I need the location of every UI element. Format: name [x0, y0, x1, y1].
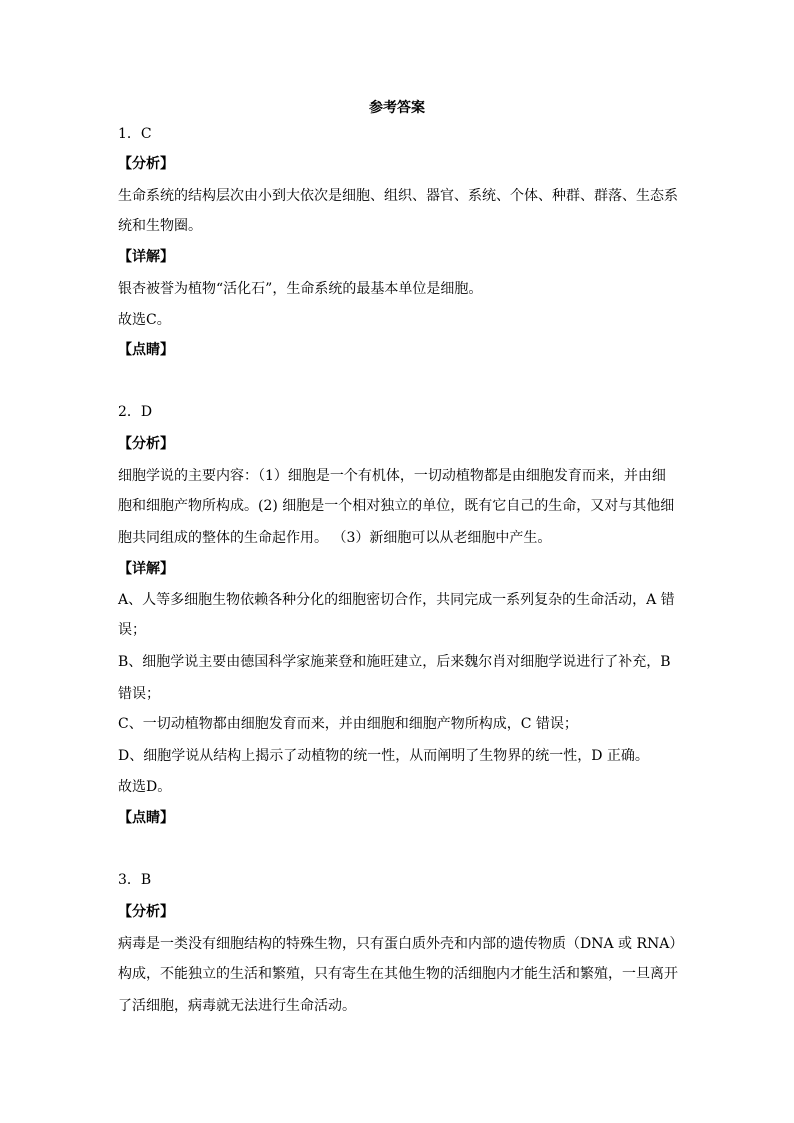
q3-analysis-line-3: 了活细胞，病毒就无法进行生命活动。 — [118, 998, 356, 1014]
q2-comment-heading: 【点睛】 — [118, 810, 174, 826]
q2-analysis-line-3: 胞共同组成的整体的生命起作用。 （3）新细胞可以从老细胞中产生。 — [118, 530, 552, 546]
q2-answer: 2．D — [118, 404, 153, 420]
q2-detail-b-line-2: 错误； — [118, 686, 160, 702]
q3-analysis-line-2: 构成，不能独立的生活和繁殖，只有寄生在其他生物的活细胞内才能生活和繁殖，一旦离开 — [118, 966, 678, 982]
q2-detail-a-line-2: 误； — [118, 622, 146, 638]
q2-choice: 故选D。 — [118, 779, 172, 795]
q1-analysis-line-2: 统和生物圈。 — [118, 218, 202, 234]
q1-analysis-heading: 【分析】 — [118, 156, 174, 172]
q1-detail-line-1: 银杏被誉为植物“活化石”，生命系统的最基本单位是细胞。 — [118, 281, 483, 297]
q2-detail-d-line-1: D、细胞学说从结构上揭示了动植物的统一性，从而阐明了生物界的统一性，D 正确。 — [118, 748, 649, 764]
q2-analysis-line-1: 细胞学说的主要内容：（1）细胞是一个有机体，一切动植物都是由细胞发育而来，并由细 — [118, 468, 666, 484]
q3-analysis-line-1: 病毒是一类没有细胞结构的特殊生物，只有蛋白质外壳和内部的遗传物质（DNA 或 RNA） — [118, 936, 684, 952]
q1-answer: 1．C — [118, 126, 152, 142]
q2-detail-a-line-1: A、人等多细胞生物依赖各种分化的细胞密切合作，共同完成一系列复杂的生命活动，A 错 — [118, 592, 675, 608]
q2-detail-heading: 【详解】 — [118, 561, 174, 577]
q1-analysis-line-1: 生命系统的结构层次由小到大依次是细胞、组织、器官、系统、个体、种群、群落、生态系 — [118, 188, 678, 204]
q2-detail-c-line-1: C、一切动植物都由细胞发育而来，并由细胞和细胞产物所构成，C 错误； — [118, 716, 578, 732]
q1-comment-heading: 【点睛】 — [118, 342, 174, 358]
page-title: 参考答案 — [369, 100, 425, 116]
q3-answer: 3．B — [118, 872, 152, 888]
q1-choice: 故选C。 — [118, 312, 171, 328]
q3-analysis-heading: 【分析】 — [118, 904, 174, 920]
q2-analysis-line-2: 胞和细胞产物所构成。(2) 细胞是一个相对独立的单位，既有它自己的生命，又对与其他细 — [118, 498, 675, 514]
q1-detail-heading: 【详解】 — [118, 249, 174, 265]
q2-detail-b-line-1: B、细胞学说主要由德国科学家施莱登和施旺建立，后来魏尔肖对细胞学说进行了补充，B — [118, 654, 671, 670]
q2-analysis-heading: 【分析】 — [118, 436, 174, 452]
